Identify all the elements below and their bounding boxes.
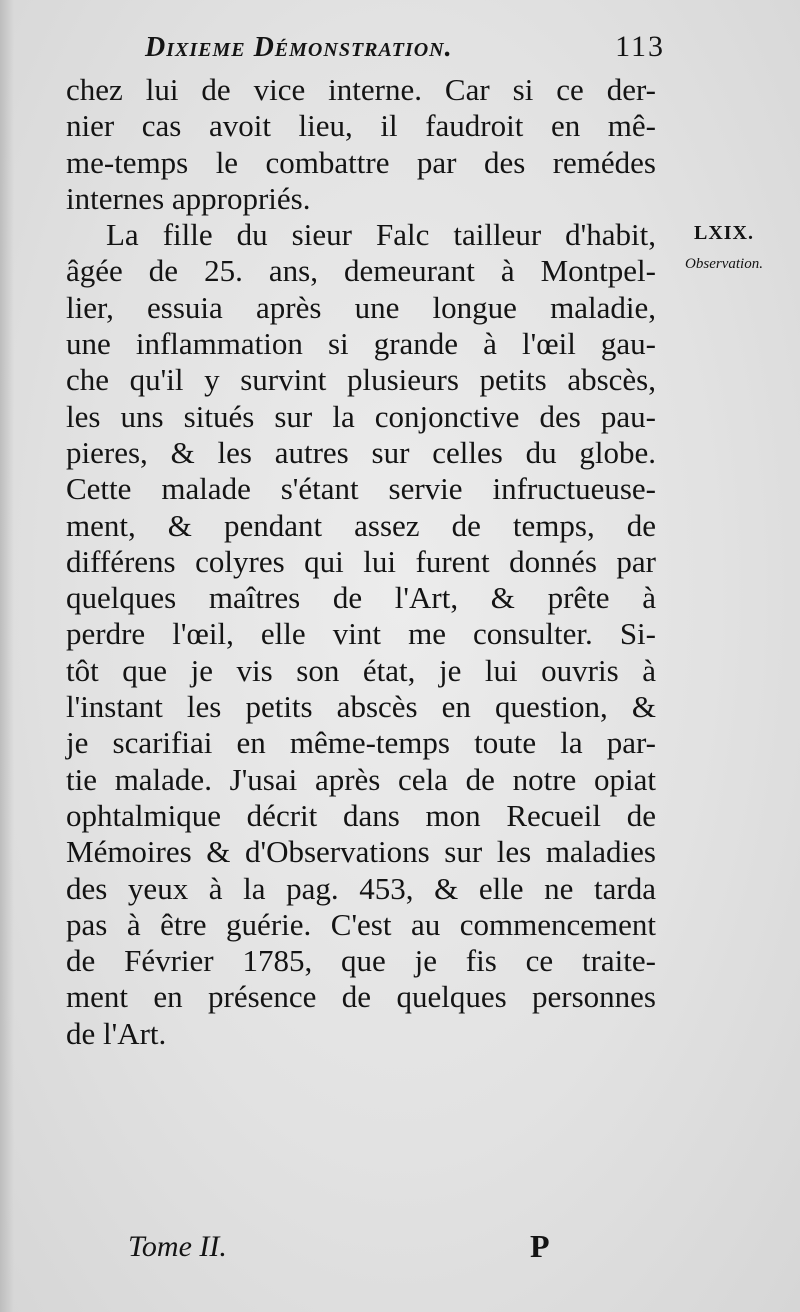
- text-line: Cette malade s'étant servie infructueuse-: [66, 471, 656, 507]
- text-line: ment en présence de quelques personnes: [66, 979, 656, 1015]
- text-line: tie malade. J'usai après cela de notre opiat: [66, 761, 656, 797]
- page-number: 113: [615, 30, 665, 63]
- text-line: différens colyres qui lui furent donnés par: [66, 543, 656, 579]
- text-line: lier, essuia après une longue maladie,: [66, 289, 656, 325]
- margin-observation-label: Observation.: [685, 256, 763, 272]
- text-line: une inflammation si grande à l'œil gau-: [66, 326, 656, 362]
- text-line: nier cas avoit lieu, il faudroit en mê-: [66, 108, 656, 144]
- text-line: âgée de 25. ans, demeurant à Montpel-: [66, 253, 656, 289]
- text-line: pieres, & les autres sur celles du globe.: [66, 434, 656, 470]
- running-head: [145, 30, 665, 74]
- footer-volume: Tome II.: [128, 1230, 227, 1263]
- text-line: perdre l'œil, elle vint me consulter. Si-: [66, 616, 656, 652]
- text-line: l'instant les petits abscès en question, &: [66, 689, 656, 725]
- page-edge-shadow: [0, 0, 14, 1312]
- text-line: chez lui de vice interne. Car si ce der-: [66, 72, 656, 107]
- text-line: tôt que je vis son état, je lui ouvris à: [66, 652, 656, 688]
- body-text: [66, 72, 656, 1052]
- text-line: je scarifiai en même-temps toute la par-: [66, 725, 656, 761]
- text-line: pas à être guérie. C'est au commencement: [66, 906, 656, 942]
- text-line: ophtalmique décrit dans mon Recueil de: [66, 797, 656, 833]
- text-line: des yeux à la pag. 453, & elle ne tarda: [66, 870, 656, 906]
- text-line: les uns situés sur la conjonctive des pau-: [66, 398, 656, 434]
- text-line: de Février 1785, que je fis ce traite-: [66, 943, 656, 979]
- text-line: ment, & pendant assez de temps, de: [66, 507, 656, 543]
- text-line: internes appropriés.: [66, 180, 311, 216]
- text-line: che qu'il y survint plusieurs petits abscès,: [66, 362, 656, 398]
- footer-signature-mark: P: [530, 1228, 550, 1264]
- text-line: Mémoires & d'Observations sur les maladies: [66, 834, 656, 870]
- text-line-paragraph-start: La fille du sieur Falc tailleur d'habit,: [106, 217, 656, 253]
- text-line: de l'Art.: [66, 1015, 167, 1051]
- running-title: Dixieme Démonstration.: [145, 32, 453, 63]
- text-line: me-temps le combattre par des remédes: [66, 144, 656, 180]
- text-line: quelques maîtres de l'Art, & prête à: [66, 580, 656, 616]
- margin-observation-number: LXIX.: [693, 222, 754, 244]
